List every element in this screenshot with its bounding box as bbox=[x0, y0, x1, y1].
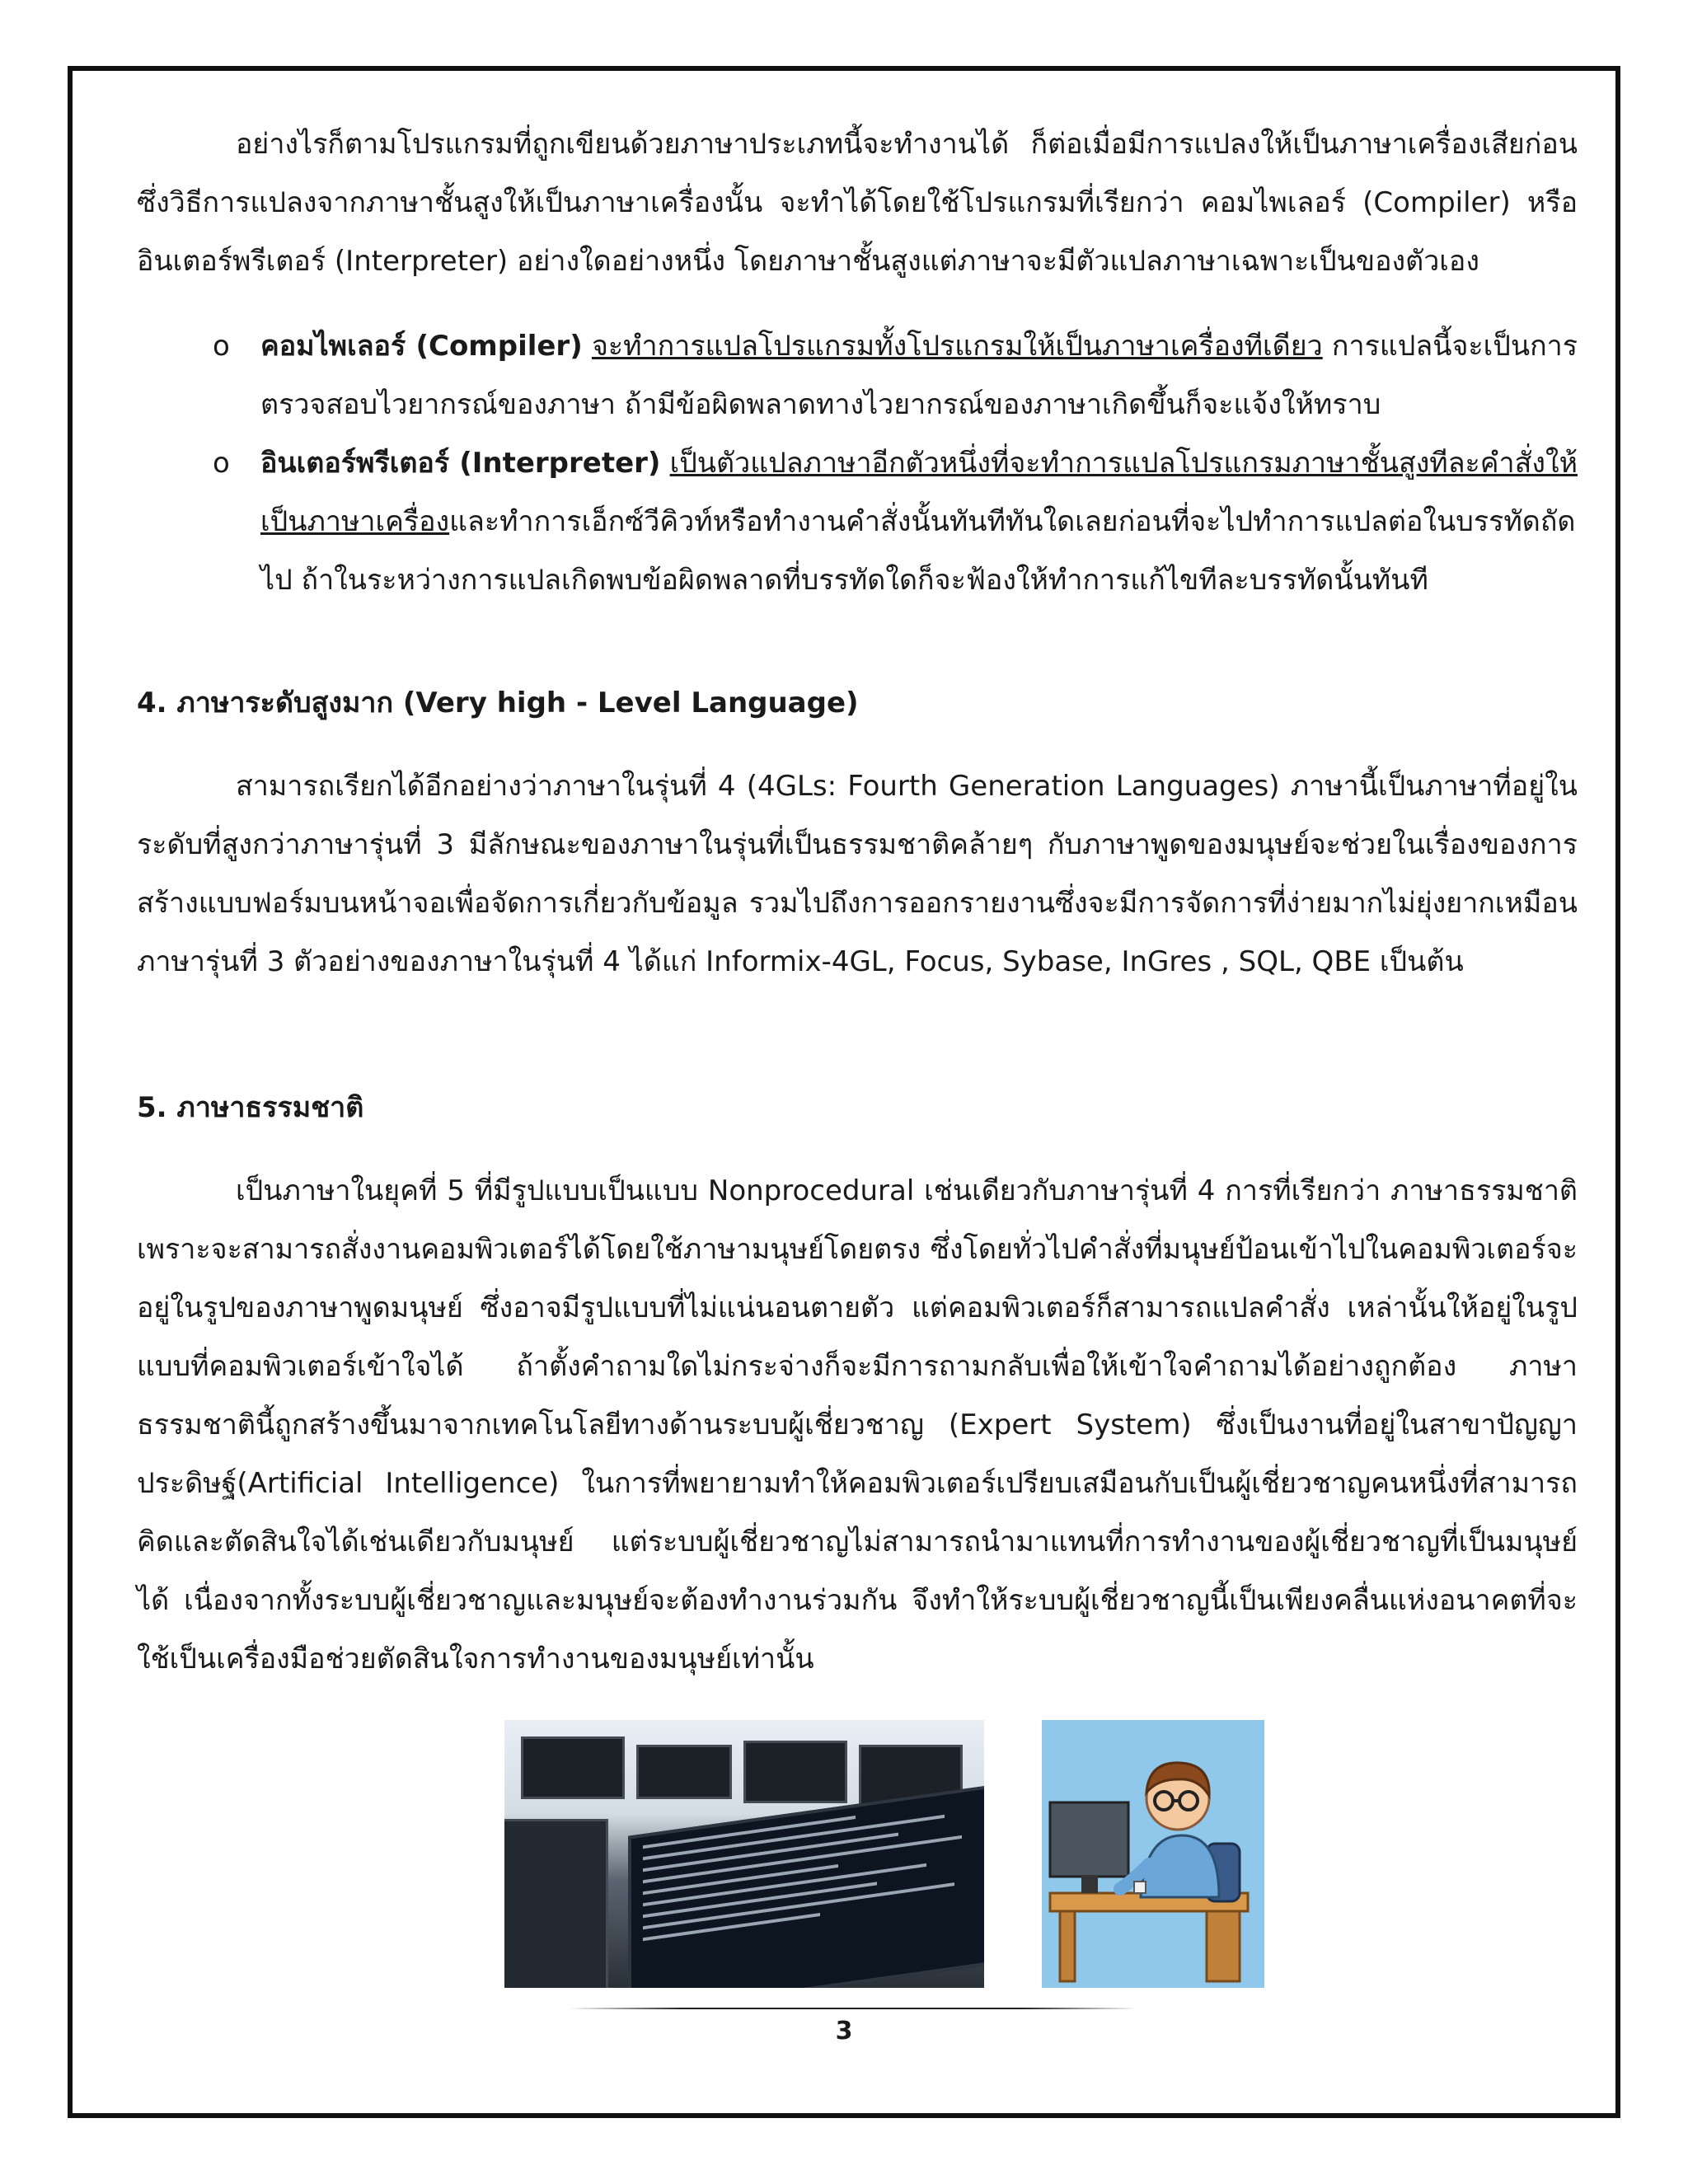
term-compiler: คอมไพเลอร์ (Compiler) bbox=[260, 330, 583, 363]
computer-lab-photo bbox=[504, 1720, 984, 1988]
page-number: 3 bbox=[835, 2017, 853, 2046]
intro-paragraph: อย่างไรก็ตามโปรแกรมที่ถูกเขียนด้วยภาษาประเภทนี้จะทำงานได้ ก็ต่อเมื่อมีการแปลงให้เป็นภาษาเครื่องเสียก่อน ซึ่งวิธีการแปลงจากภาษาชั้นสูงให้เป็นภาษาเครื่องนั้น จะทำได้โดยใช้โปรแกรมที่เรียกว่า คอมไพเลอร์ (Compiler) หรือ อินเตอร์พรีเตอร์ (Interpreter) อย่างใดอย่างหนึ่ง โดยภาษาชั้นสูงแต่ภาษาจะมีตัวแปลภาษาเฉพาะเป็นของตัวเอง bbox=[137, 128, 1578, 278]
list-item-compiler bbox=[213, 317, 1578, 434]
illustrations bbox=[0, 1720, 1688, 1988]
section-5-heading: 5. ภาษาธรรมชาติ bbox=[137, 1091, 364, 1124]
terminal-screen bbox=[628, 1785, 984, 1988]
definition-compiler: จะทำการแปลโปรแกรมทั้งโปรแกรมให้เป็นภาษาเครื่องทีเดียว bbox=[591, 330, 1323, 363]
translator-list bbox=[137, 317, 1578, 610]
document-body bbox=[137, 115, 1578, 1689]
list-item-interpreter bbox=[213, 434, 1578, 610]
section-5-paragraph: เป็นภาษาในยุคที่ 5 ที่มีรูปแบบเป็นแบบ Nonprocedural เช่นเดียวกับภาษารุ่นที่ 4 การที่เรียกว่า ภาษาธรรมชาติ เพราะจะสามารถสั่งงานคอมพิวเตอร์ได้โดยใช้ภาษามนุษย์โดยตรง ซึ่งโดยทั่วไปคำสั่งที่มนุษย์ป้อนเข้าไปในคอมพิวเตอร์จะอยู่ในรูปของภาษาพูดมนุษย์ ซึ่งอาจมีรูปแบบที่ไม่แน่นอนตายตัว แต่คอมพิวเตอร์ก็สามารถแปลคำสั่ง เหล่านั้นให้อยู่ในรูปแบบที่คอมพิวเตอร์เข้าใจได้ ถ้าตั้งคำถามใดไม่กระจ่างก็จะมีการถามกลับเพื่อให้เข้าใจคำถามได้อย่างถูกต้อง ภาษาธรรมชาตินี้ถูกสร้างขึ้นมาจากเทคโนโลยีทางด้านระบบผู้เชี่ยวชาญ (Expert System) ซึ่งเป็นงานที่อยู่ในสาขาปัญญาประดิษฐ์(Artificial Intelligence) ในการที่พยายามทำให้คอมพิวเตอร์เปรียบเสมือนกับเป็นผู้เชี่ยวชาญคนหนึ่งที่สามารถคิดและตัดสินใจได้เช่นเดียวกับมนุษย์ แต่ระบบผู้เชี่ยวชาญไม่สามารถนำมาแทนที่การทำงานของผู้เชี่ยวชาญที่เป็นมนุษย์ได้ เนื่องจากทั้งระบบผู้เชี่ยวชาญและมนุษย์จะต้องทำงานร่วมกัน จึงทำให้ระบบผู้เชี่ยวชาญนี้เป็นเพียงคลื่นแห่งอนาคตที่จะใช้เป็นเครื่องมือช่วยตัดสินใจการทำงานของมนุษย์เท่านั้น bbox=[137, 1174, 1578, 1675]
definition-interpreter: เป็นตัวแปลภาษาอีกตัวหนึ่งที่จะทำการแปลโปรแกรมภาษาชั้นสูงทีละคำสั่งให้เป็นภาษาเครื่อง bbox=[260, 447, 1578, 538]
description-compiler: การแปลนี้จะเป็นการตรวจสอบไวยากรณ์ของภาษา ถ้ามีข้อผิดพลาดทางไวยากรณ์ของภาษาเกิดขึ้นก็จะแจ้งให้ทราบ bbox=[260, 330, 1578, 421]
bullet-circle-icon: o bbox=[213, 447, 230, 480]
programmer-cartoon bbox=[1042, 1720, 1264, 1988]
term-interpreter: อินเตอร์พรีเตอร์ (Interpreter) bbox=[260, 447, 661, 480]
section-4-paragraph: สามารถเรียกได้อีกอย่างว่าภาษาในรุ่นที่ 4 (4GLs: Fourth Generation Languages) ภาษานี้เป็นภาษาที่อยู่ในระดับที่สูงกว่าภาษารุ่นที่ 3 มีลักษณะของภาษาในรุ่นที่เป็นธรรมชาติคล้ายๆ กับภาษาพูดของมนุษย์จะช่วยในเรื่องของการสร้างแบบฟอร์มบนหน้าจอเพื่อจัดการเกี่ยวกับข้อมูล รวมไปถึงการออกรายงานซึ่งจะมีการจัดการที่ง่ายมากไม่ยุ่งยากเหมือนภาษารุ่นที่ 3 ตัวอย่างของภาษาในรุ่นที่ 4 ได้แก่ Informix-4GL, Focus, Sybase, InGres , SQL, QBE เป็นต้น bbox=[137, 770, 1578, 978]
description-interpreter: และทำการเอ็กซ์วีคิวท์หรือทำงานคำสั่งนั้นทันทีทันใดเลยก่อนที่จะไปทำการแปลต่อในบรรทัดถัดไป ถ้าในระหว่างการแปลเกิดพบข้อผิดพลาดที่บรรทัดใดก็จะฟ้องให้ทำการแก้ไขทีละบรรทัดนั้นทันที bbox=[260, 505, 1576, 597]
section-4-heading: 4. ภาษาระดับสูงมาก (Very high - Level Language) bbox=[137, 687, 859, 719]
programmer-icon bbox=[1042, 1720, 1264, 1988]
footer-divider bbox=[569, 2008, 1137, 2009]
bullet-circle-icon: o bbox=[213, 330, 230, 363]
